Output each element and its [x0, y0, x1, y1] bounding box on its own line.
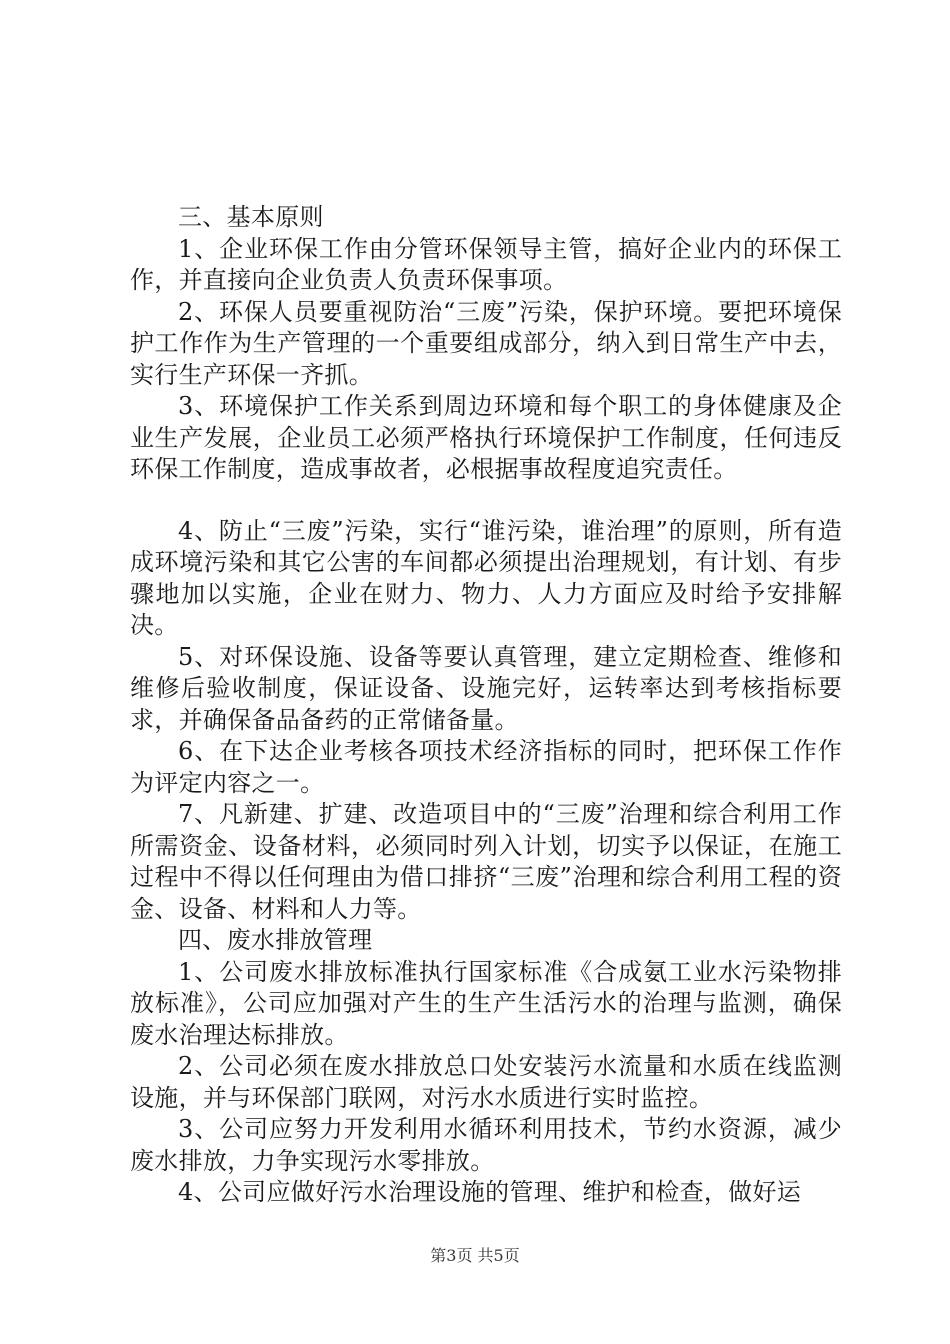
paragraph: 3、环境保护工作关系到周边环境和每个职工的身体健康及企业生产发展，企业员工必须严格执行环境保护工作制度，任何违反环保工作制度，造成事故者，必根据事故程度追究责任。: [130, 392, 842, 483]
paragraph: 4、公司应做好污水治理设施的管理、维护和检查，做好运: [178, 1178, 802, 1206]
paragraph: 6、在下达企业考核各项技术经济指标的同时，把环保工作作为评定内容之一。: [130, 737, 842, 797]
paragraph: 5、对环保设施、设备等要认真管理，建立定期检查、维修和维修后验收制度，保证设备、设施完好，运转率达到考核指标要求，并确保备品备药的正常储备量。: [130, 642, 842, 734]
paragraph: 4、防止“三废”污染，实行“谁污染，谁治理”的原则，所有造成环境污染和其它公害的车间都必须提出治理规划，有计划、有步骤地加以实施，企业在财力、物力、人力方面应及时给予安排解决。: [130, 516, 842, 639]
paragraph: 2、环保人员要重视防治“三废”污染，保护环境。要把环境保护工作作为生产管理的一个重要组成部分，纳入到日常生产中去，实行生产环保一齐抓。: [130, 297, 842, 389]
section-heading: 三、基本原则: [178, 203, 324, 231]
paragraph: 1、公司废水排放标准执行国家标准《合成氨工业水污染物排放标准》，公司应加强对产生的生产生活污水的治理与监测，确保废水治理达标排放。: [130, 957, 842, 1049]
paragraph: 3、公司应努力开发利用水循环利用技术，节约水资源，减少废水排放，力争实现污水零排放。: [130, 1115, 842, 1175]
paragraph-spacer: [130, 486, 842, 516]
document-body: [130, 202, 842, 1209]
paragraph: 2、公司必须在废水排放总口处安装污水流量和水质在线监测设施，并与环保部门联网，对污水水质进行实时监控。: [130, 1052, 842, 1112]
paragraph: 1、企业环保工作由分管环保领导主管，搞好企业内的环保工作，并直接向企业负责人负责环保事项。: [130, 234, 842, 294]
paragraph: 7、凡新建、扩建、改造项目中的“三废”治理和综合利用工作所需资金、设备材料，必须同时列入计划，切实予以保证，在施工过程中不得以任何理由为借口排挤“三废”治理和综合利用工程的资金、设备、材料和人力等。: [130, 800, 842, 923]
page-number-footer: 第3页 共5页: [430, 1246, 520, 1265]
section-heading: 四、废水排放管理: [178, 926, 373, 954]
